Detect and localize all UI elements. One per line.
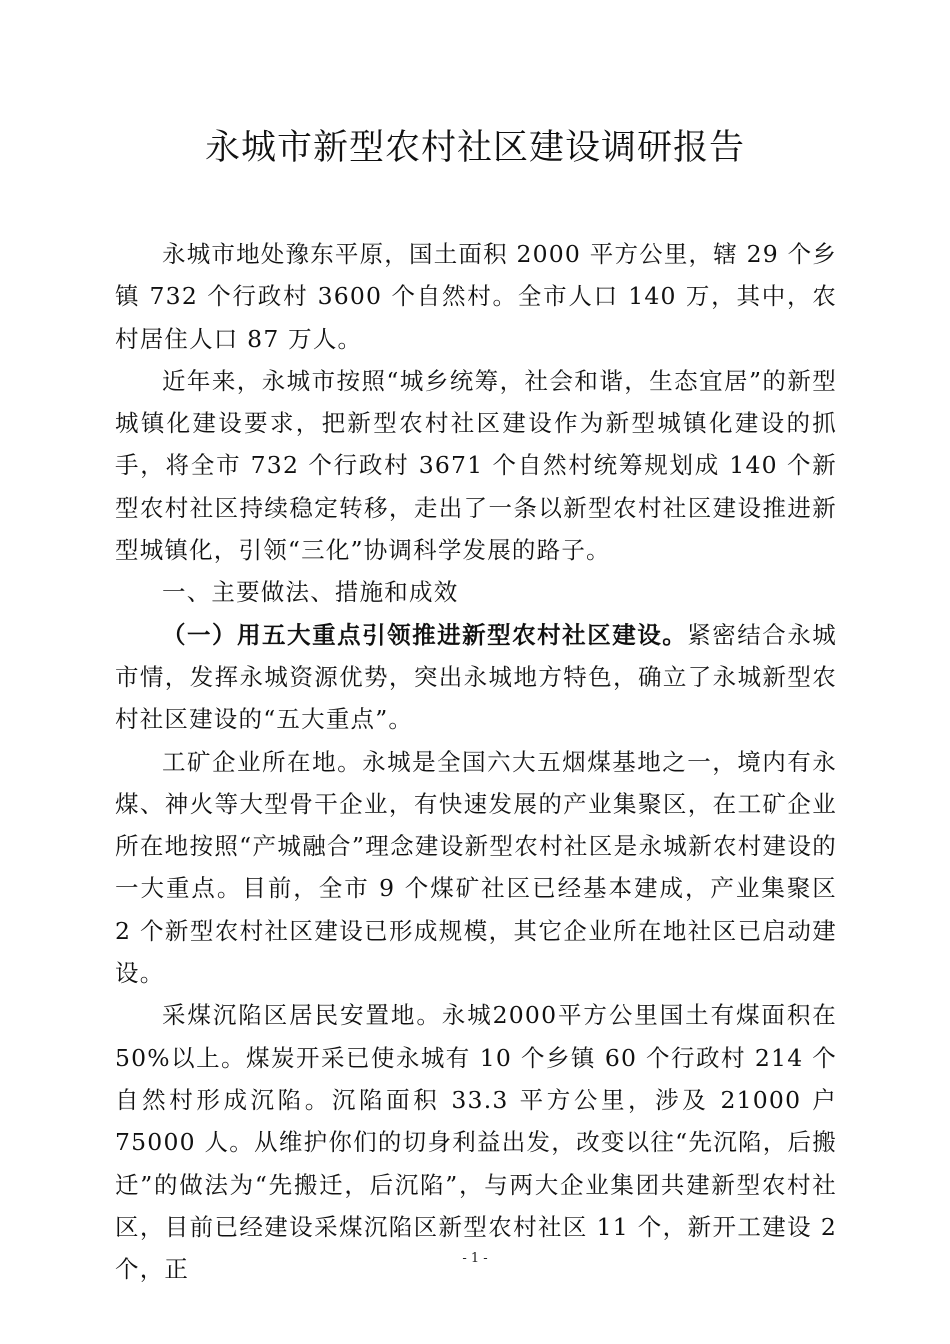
paragraph-industrial-sites: 工矿企业所在地。永城是全国六大五烟煤基地之一，境内有永煤、神火等大型骨干企业，有快速发展的产业集聚区，在工矿企业所在地按照“产城融合”理念建设新型农村社区是永城新农村建设的一大重点。目前，全市 9 个煤矿社区已经基本建成，产业集聚区 2 个新型农村社区建设已形成规模，其它企业所在地社区已启动建设。 bbox=[115, 747, 837, 988]
subsection-paragraph bbox=[115, 614, 837, 741]
paragraph-overview: 永城市地处豫东平原，国土面积 2000 平方公里，辖 29 个乡镇 732 个行政村 3600 个自然村。全市人口 140 万，其中，农村居住人口 87 万人。 bbox=[115, 240, 837, 353]
page-number: - 1 - bbox=[462, 1251, 488, 1266]
subsection-text: 紧密结合永城市情，发挥永城资源优势，突出永城地方特色，确立了永城新型农村社区建设的“五大重点”。 bbox=[115, 620, 838, 734]
document-title: 永城市新型农村社区建设调研报告 bbox=[204, 128, 745, 168]
subsection-lead: （一）用五大重点引领推进新型农村社区建设。 bbox=[162, 620, 688, 649]
paragraph-recent-years: 近年来，永城市按照“城乡统筹，社会和谐，生态宜居”的新型城镇化建设要求，把新型农村社区建设作为新型城镇化建设的抓手，将全市 732 个行政村 3671 个自然村统筹规划成 140 个新型农村社区持续稳定转移，走出了一条以新型农村社区建设推进新型城镇化，引领“三化”协调科学发展的路子。 bbox=[115, 366, 837, 565]
paragraph-subsidence-areas: 采煤沉陷区居民安置地。永城2000平方公里国土有煤面积在50%以上。煤炭开采已使永城有 10 个乡镇 60 个行政村 214 个自然村形成沉陷。沉陷面积 33.3 平方公里，涉及 21000 户 75000 人。从维护你们的切身利益出发，改变以往“先沉陷，后搬迁”的做法为“先搬迁，后沉陷”，与两大企业集团共建新型农村社区，目前已经建设采煤沉陷区新型农村社区 11 个，新开工建设 2 个，正 bbox=[115, 1001, 837, 1284]
section-heading: 一、主要做法、措施和成效 bbox=[162, 578, 459, 607]
document-body bbox=[115, 233, 837, 1290]
